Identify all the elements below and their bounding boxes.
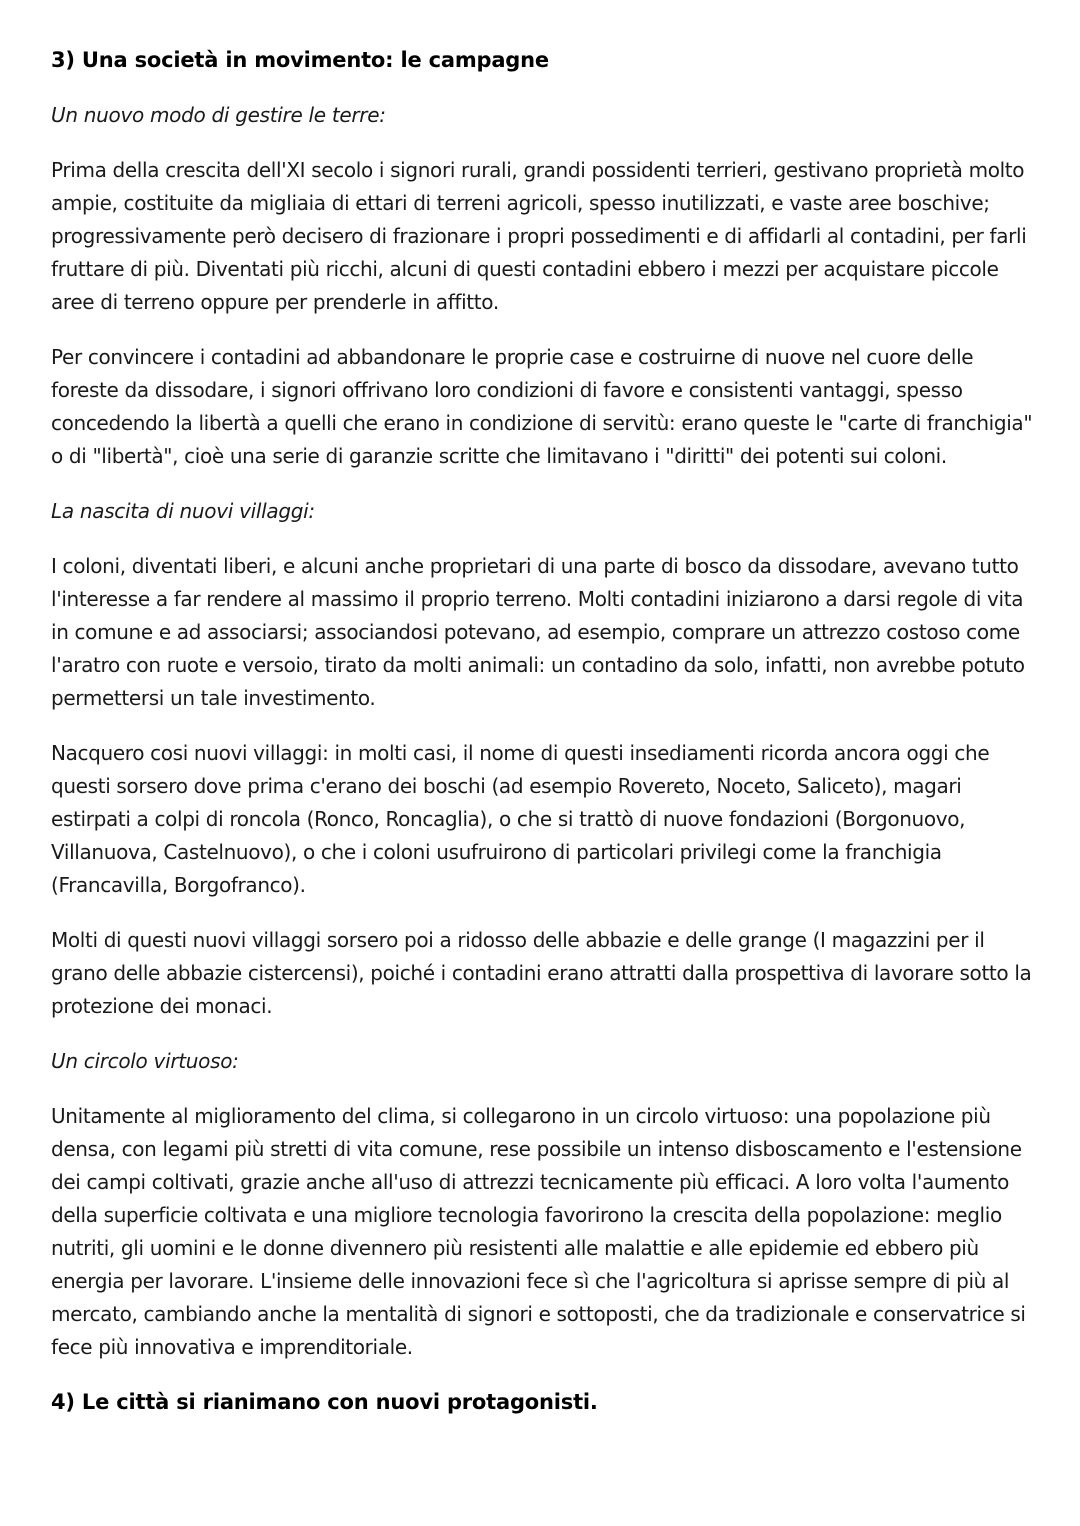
paragraph-land-division: Prima della crescita dell'XI secolo i signori rurali, grandi possidenti terrieri, gestivano proprietà molto ampie, costituite da migliaia di ettari di terreni agricoli, spesso inutilizzati, e vaste aree boschive; progressivamente però decisero di frazionare i propri possedimenti e di affidarli al contadini, per farli fruttare di più. Diventati più ricchi, alcuni di questi contadini ebbero i mezzi per acquistare piccole aree di terreno oppure per prenderle in affitto. xyxy=(51,158,1027,314)
subheading-virtuous-circle: Un circolo virtuoso: xyxy=(51,1049,239,1073)
paragraph-peasant-associations: I coloni, diventati liberi, e alcuni anche proprietari di una parte di bosco da dissodare, avevano tutto l'interesse a far rendere al massimo il proprio terreno. Molti contadini iniziarono a darsi regole di vita in comune e ad associarsi; associandosi potevano, ad esempio, comprare un attrezzo costoso come l'aratro con ruote e versoio, tirato da molti animali: un contadino da solo, infatti, non avrebbe potuto permettersi un tale investimento. xyxy=(51,554,1025,710)
paragraph-franchise-charters: Per convincere i contadini ad abbandonare le proprie case e costruirne di nuove nel cuore delle foreste da dissodare, i signori offrivano loro condizioni di favore e consistenti vantaggi, spesso concedendo la libertà a quelli che erano in condizione di servitù: erano queste le "carte di franchigia" o di "libertà", cioè una serie di garanzie scritte che limitavano i "diritti" dei potenti sui coloni. xyxy=(51,345,1033,468)
document-page xyxy=(51,44,1036,1419)
section-3-heading: 3) Una società in movimento: le campagne xyxy=(51,48,549,72)
subheading-land-management: Un nuovo modo di gestire le terre: xyxy=(51,103,386,127)
subheading-new-villages: La nascita di nuovi villaggi: xyxy=(51,499,315,523)
paragraph-abbey-villages: Molti di questi nuovi villaggi sorsero poi a ridosso delle abbazie e delle grange (I magazzini per il grano delle abbazie cistercensi), poiché i contadini erano attratti dalla prospettiva di lavorare sotto la protezione dei monaci. xyxy=(51,928,1032,1018)
paragraph-village-names: Nacquero cosi nuovi villaggi: in molti casi, il nome di questi insediamenti ricorda ancora oggi che questi sorsero dove prima c'erano dei boschi (ad esempio Rovereto, Noceto, Saliceto), magari estirpati a colpi di roncola (Ronco, Roncaglia), o che si trattò di nuove fondazioni (Borgonuovo, Villanuova, Castelnuovo), o che i coloni usufruirono di particolari privilegi come la franchigia (Francavilla, Borgofranco). xyxy=(51,741,990,897)
paragraph-virtuous-circle: Unitamente al miglioramento del clima, si collegarono in un circolo virtuoso: una popolazione più densa, con legami più stretti di vita comune, rese possibile un intenso disboscamento e l'estensione dei campi coltivati, grazie anche all'uso di attrezzi tecnicamente più efficaci. A loro volta l'aumento della superficie coltivata e una migliore tecnologia favorirono la crescita della popolazione: meglio nutriti, gli uomini e le donne divennero più resistenti alle malattie e alle epidemie ed ebbero più energia per lavorare. L'insieme delle innovazioni fece sì che l'agricoltura si aprisse sempre di più al mercato, cambiando anche la mentalità di signori e sottoposti, che da tradizionale e conservatrice si fece più innovativa e imprenditoriale. xyxy=(51,1104,1026,1359)
section-4-heading: 4) Le città si rianimano con nuovi protagonisti. xyxy=(51,1390,598,1414)
